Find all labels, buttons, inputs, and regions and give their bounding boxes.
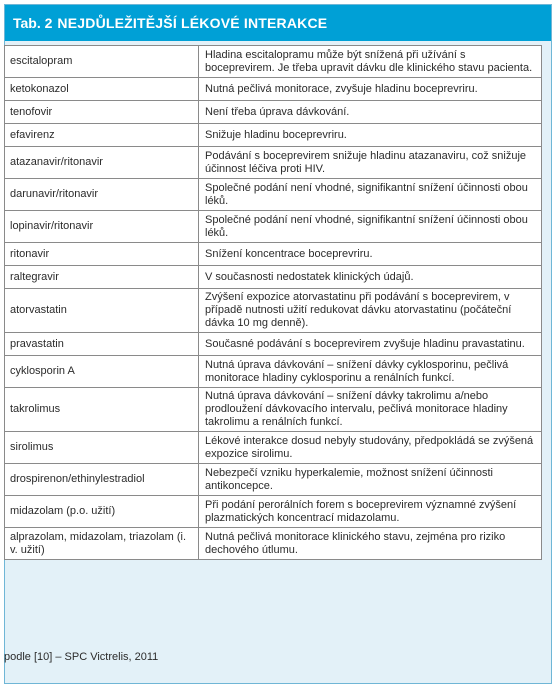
interaction-note-cell: Společné podání není vhodné, signifikantní snížení účinnosti obou léků. [199, 179, 542, 211]
table-row [5, 124, 542, 147]
table-row [5, 464, 542, 496]
drug-cell: takrolimus [5, 388, 199, 432]
table-row [5, 496, 542, 528]
drug-cell: escitalopram [5, 46, 199, 78]
drug-cell: ketokonazol [5, 78, 199, 101]
interaction-note-cell: Nutná pečlivá monitorace klinického stavu, zejména pro riziko dechového útlumu. [199, 528, 542, 560]
interaction-note-cell: Snižuje hladinu boceprevriru. [199, 124, 542, 147]
table-number: Tab. 2 [13, 15, 53, 31]
drug-cell: midazolam (p.o. užití) [5, 496, 199, 528]
table-row [5, 101, 542, 124]
table-row [5, 388, 542, 432]
drug-cell: drospirenon/ethinylestradiol [5, 464, 199, 496]
interaction-note-cell: Nutná úprava dávkování – snížení dávky takrolimu a/nebo prodloužení dávkovacího intervalu, pečlivá monitorace hladiny takrolimu a renálních funkcí. [199, 388, 542, 432]
drug-cell: tenofovir [5, 101, 199, 124]
drug-cell: darunavir/ritonavir [5, 179, 199, 211]
source-note: podle [10] – SPC Victrelis, 2011 [4, 651, 159, 663]
table-row [5, 333, 542, 356]
drug-cell: raltegravir [5, 266, 199, 289]
interaction-note-cell: Nutná úprava dávkování – snížení dávky cyklosporinu, pečlivá monitorace hladiny cyklosporinu a renálních funkcí. [199, 356, 542, 388]
drug-cell: pravastatin [5, 333, 199, 356]
drug-cell: lopinavir/ritonavir [5, 211, 199, 243]
interaction-note-cell: Lékové interakce dosud nebyly studovány, předpokládá se zvýšená expozice sirolimu. [199, 432, 542, 464]
table-row [5, 356, 542, 388]
interaction-note-cell: Společné podání není vhodné, signifikantní snížení účinnosti obou léků. [199, 211, 542, 243]
drug-cell: cyklosporin A [5, 356, 199, 388]
table-title: NEJDŮLEŽITĚJŠÍ LÉKOVÉ INTERAKCE [57, 15, 328, 31]
drug-cell: atazanavir/ritonavir [5, 147, 199, 179]
interaction-note-cell: Snížení koncentrace boceprevriru. [199, 243, 542, 266]
interaction-note-cell: V současnosti nedostatek klinických údajů. [199, 266, 542, 289]
table-header [5, 5, 551, 41]
drug-cell: alprazolam, midazolam, triazolam (i. v. užití) [5, 528, 199, 560]
table-row [5, 46, 542, 78]
interaction-note-cell: Současné podávání s boceprevirem zvyšuje hladinu pravastatinu. [199, 333, 542, 356]
table-row [5, 432, 542, 464]
interactions-table-body [5, 46, 542, 560]
interaction-note-cell: Nutná pečlivá monitorace, zvyšuje hladinu boceprevriru. [199, 78, 542, 101]
interaction-note-cell: Při podání perorálních forem s boceprevirem významné zvýšení plazmatických koncentrací midazolamu. [199, 496, 542, 528]
drug-cell: atorvastatin [5, 289, 199, 333]
interaction-note-cell: Hladina escitalopramu může být snížená při užívání s boceprevirem. Je třeba upravit dávku dle klinického stavu pacienta. [199, 46, 542, 78]
drug-cell: efavirenz [5, 124, 199, 147]
table-row [5, 243, 542, 266]
interactions-table [4, 45, 542, 560]
drug-cell: sirolimus [5, 432, 199, 464]
table-row [5, 266, 542, 289]
table-row [5, 211, 542, 243]
table-row [5, 179, 542, 211]
interaction-note-cell: Zvýšení expozice atorvastatinu při podávání s boceprevirem, v případě nutnosti užití redukovat dávku atorvastatinu (počáteční dávka 10 mg denně). [199, 289, 542, 333]
drug-cell: ritonavir [5, 243, 199, 266]
table-row [5, 78, 542, 101]
table-row [5, 147, 542, 179]
table-row [5, 528, 542, 560]
table-row [5, 289, 542, 333]
interaction-note-cell: Nebezpečí vzniku hyperkalemie, možnost snížení účinnosti antikoncepce. [199, 464, 542, 496]
interaction-note-cell: Podávání s boceprevirem snižuje hladinu atazanaviru, což snižuje účinnost léčiva proti HIV. [199, 147, 542, 179]
interaction-note-cell: Není třeba úprava dávkování. [199, 101, 542, 124]
